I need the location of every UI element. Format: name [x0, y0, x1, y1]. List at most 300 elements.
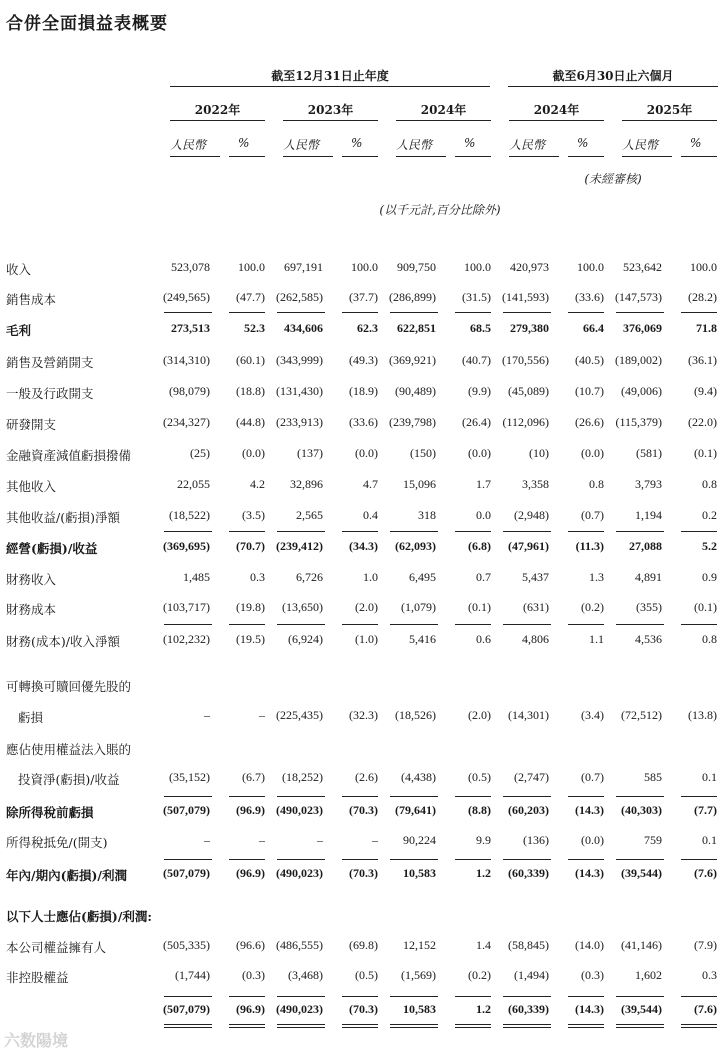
percent-cell: (49.3)	[349, 353, 378, 367]
percent-cell: (40.5)	[575, 353, 604, 367]
amount-cell: (79,641)	[395, 803, 436, 817]
percent-cell: 71.8	[696, 321, 717, 335]
percent-cell: (70.3)	[349, 866, 378, 880]
subtotal-rule	[568, 624, 604, 625]
amount-cell: (2,747)	[514, 770, 549, 784]
percent-cell: 1.4	[476, 938, 491, 952]
percent-cell: 0.3	[250, 570, 265, 584]
subtotal-rule	[164, 624, 212, 625]
percent-cell: 0.1	[702, 770, 717, 784]
percent-cell: (0.0)	[581, 833, 604, 847]
page-title: 合併全面損益表概要	[6, 14, 168, 34]
percent-cell: 0.3	[702, 968, 717, 982]
subtotal-rule	[681, 859, 717, 860]
sub-rule	[568, 156, 604, 157]
amount-cell: 32,896	[290, 477, 323, 491]
amount-cell: (39,544)	[621, 866, 662, 880]
percent-cell: 62.3	[357, 321, 378, 335]
amount-cell: (136)	[523, 833, 549, 847]
subtotal-rule	[229, 859, 265, 860]
subtotal-rule	[390, 1027, 438, 1028]
subtotal-rule	[342, 996, 378, 997]
percent-cell: (2.0)	[468, 708, 491, 722]
subtotal-rule	[455, 859, 491, 860]
amount-cell: 22,055	[177, 477, 210, 491]
percent-cell: (70.3)	[349, 803, 378, 817]
percent-cell: (0.1)	[694, 600, 717, 614]
percent-cell: 1.7	[476, 477, 491, 491]
subtotal-rule	[342, 859, 378, 860]
currency-header: 人民幣	[396, 138, 433, 152]
percent-cell: (7.9)	[694, 938, 717, 952]
percent-cell: (8.8)	[468, 803, 491, 817]
subtotal-rule	[616, 996, 664, 997]
amount-cell: (507,079)	[163, 1002, 210, 1016]
year-rule	[170, 120, 265, 121]
row-label: 財務收入	[6, 572, 57, 587]
amount-cell: (58,845)	[508, 938, 549, 952]
subtotal-rule	[455, 796, 491, 797]
percent-cell: 0.8	[589, 477, 604, 491]
amount-cell: 4,536	[635, 632, 662, 646]
percent-cell: (7.7)	[694, 803, 717, 817]
row-label: 其他收益/(虧損)淨額	[6, 510, 120, 525]
row-label: 銷售及營銷開支	[6, 355, 94, 370]
percent-cell: (9.4)	[694, 384, 717, 398]
amount-cell: (1,569)	[401, 968, 436, 982]
amount-cell: 6,495	[409, 570, 436, 584]
percent-cell: (2.0)	[355, 600, 378, 614]
amount-cell: 4,891	[635, 570, 662, 584]
row-label: 應佔使用權益法入賬的	[6, 742, 132, 757]
percent-cell: (69.8)	[349, 938, 378, 952]
amount-cell: (2,948)	[514, 508, 549, 522]
subtotal-rule	[616, 624, 664, 625]
year-rule	[622, 120, 717, 121]
subtotal-rule	[164, 996, 212, 997]
subtotal-rule	[342, 531, 378, 532]
percent-cell: 100.0	[577, 260, 604, 274]
subtotal-rule	[164, 859, 212, 860]
percent-cell: (31.5)	[462, 290, 491, 304]
subtotal-rule	[503, 624, 551, 625]
amount-cell: 3,793	[635, 477, 662, 491]
percent-cell: (0.5)	[468, 770, 491, 784]
amount-cell: 1,194	[635, 508, 662, 522]
percent-cell: 100.0	[690, 260, 717, 274]
subtotal-rule	[681, 996, 717, 997]
percent-cell: 66.4	[583, 321, 604, 335]
amount-cell: (60,339)	[508, 866, 549, 880]
amount-cell: (189,002)	[615, 353, 662, 367]
amount-cell: (137)	[297, 446, 323, 460]
percent-cell: 0.9	[702, 570, 717, 584]
amount-cell: (35,152)	[169, 770, 210, 784]
percent-cell: (13.8)	[688, 708, 717, 722]
subtotal-rule	[455, 1024, 491, 1025]
amount-cell: 622,851	[397, 321, 436, 335]
amount-cell: (60,339)	[508, 1002, 549, 1016]
percent-cell: (19.8)	[236, 600, 265, 614]
percent-cell: (37.7)	[349, 290, 378, 304]
subtotal-rule	[455, 312, 491, 313]
amount-cell: 4,806	[522, 632, 549, 646]
amount-cell: 5,416	[409, 632, 436, 646]
unaudited-note: (未經審核)	[584, 172, 642, 186]
percent-header: %	[351, 136, 363, 150]
amount-cell: (1,079)	[401, 600, 436, 614]
amount-cell: (631)	[523, 600, 549, 614]
percent-cell: (14.3)	[575, 803, 604, 817]
row-label: 一般及行政開支	[6, 386, 94, 401]
percent-header: %	[238, 136, 250, 150]
amount-cell: (490,023)	[276, 1002, 323, 1016]
unit-note: (以千元計,百分比除外)	[379, 203, 501, 217]
row-label: 財務(成本)/收入淨額	[6, 634, 120, 649]
subtotal-rule	[229, 1024, 265, 1025]
amount-cell: (1,744)	[175, 968, 210, 982]
subtotal-rule	[568, 996, 604, 997]
percent-cell: 0.0	[476, 508, 491, 522]
percent-cell: –	[259, 833, 265, 847]
group-annual-rule	[170, 86, 490, 87]
percent-header: %	[577, 136, 589, 150]
subtotal-rule	[277, 996, 325, 997]
amount-cell: (3,468)	[288, 968, 323, 982]
amount-cell: (49,006)	[621, 384, 662, 398]
subtotal-rule	[390, 531, 438, 532]
percent-cell: (0.0)	[242, 446, 265, 460]
subtotal-rule	[455, 531, 491, 532]
amount-cell: (507,079)	[163, 803, 210, 817]
subtotal-rule	[229, 996, 265, 997]
amount-cell: 273,513	[171, 321, 210, 335]
sub-rule	[342, 156, 378, 157]
subtotal-rule	[568, 531, 604, 532]
subtotal-rule	[164, 796, 212, 797]
subtotal-rule	[164, 1024, 212, 1025]
amount-cell: (41,146)	[621, 938, 662, 952]
subtotal-rule	[616, 859, 664, 860]
subtotal-rule	[229, 312, 265, 313]
subtotal-rule	[568, 859, 604, 860]
percent-cell: 100.0	[464, 260, 491, 274]
row-label: 其他收入	[6, 479, 57, 494]
amount-cell: 279,380	[510, 321, 549, 335]
subtotal-rule	[277, 796, 325, 797]
percent-header: %	[690, 136, 702, 150]
row-label: 非控股權益	[6, 970, 69, 985]
percent-cell: (22.0)	[688, 415, 717, 429]
percent-cell: (28.2)	[688, 290, 717, 304]
year-header-2024: 2024年	[420, 103, 467, 117]
percent-cell: (70.7)	[236, 539, 265, 553]
sub-rule	[396, 156, 446, 157]
subtotal-rule	[455, 996, 491, 997]
amount-cell: (150)	[410, 446, 436, 460]
row-label: 財務成本	[6, 602, 57, 617]
subtotal-rule	[503, 996, 551, 997]
percent-cell: (96.9)	[236, 1002, 265, 1016]
subtotal-rule	[390, 796, 438, 797]
amount-cell: 434,606	[284, 321, 323, 335]
percent-cell: 1.1	[589, 632, 604, 646]
subtotal-rule	[342, 1024, 378, 1025]
percent-cell: 100.0	[351, 260, 378, 274]
percent-cell: (60.1)	[236, 353, 265, 367]
amount-cell: 697,191	[284, 260, 323, 274]
percent-cell: 5.2	[702, 539, 717, 553]
subtotal-rule	[681, 796, 717, 797]
amount-cell: (47,961)	[508, 539, 549, 553]
amount-cell: (234,327)	[163, 415, 210, 429]
subtotal-rule	[342, 1027, 378, 1028]
sub-rule	[622, 156, 672, 157]
percent-cell: 1.2	[476, 1002, 491, 1016]
amount-cell: 585	[644, 770, 662, 784]
currency-header: 人民幣	[509, 138, 546, 152]
percent-cell: (6.7)	[242, 770, 265, 784]
percent-cell: 0.8	[702, 477, 717, 491]
amount-cell: (581)	[636, 446, 662, 460]
percent-cell: (0.0)	[355, 446, 378, 460]
percent-cell: (36.1)	[688, 353, 717, 367]
subtotal-rule	[568, 312, 604, 313]
percent-cell: 1.3	[589, 570, 604, 584]
amount-cell: (103,717)	[163, 600, 210, 614]
percent-cell: (19.5)	[236, 632, 265, 646]
amount-cell: (225,435)	[276, 708, 323, 722]
subtotal-rule	[455, 624, 491, 625]
percent-cell: (11.3)	[575, 539, 604, 553]
percent-cell: 52.3	[244, 321, 265, 335]
amount-cell: (39,544)	[621, 1002, 662, 1016]
sub-rule	[509, 156, 559, 157]
currency-header: 人民幣	[622, 138, 659, 152]
amount-cell: (369,921)	[389, 353, 436, 367]
amount-cell: 759	[644, 833, 662, 847]
amount-cell: (286,899)	[389, 290, 436, 304]
year-header-2023: 2023年	[307, 103, 354, 117]
subtotal-rule	[503, 796, 551, 797]
percent-cell: (0.7)	[581, 770, 604, 784]
amount-cell: (147,573)	[615, 290, 662, 304]
percent-cell: (0.5)	[355, 968, 378, 982]
amount-cell: 523,642	[623, 260, 662, 274]
percent-cell: (18.8)	[236, 384, 265, 398]
amount-cell: 10,583	[403, 1002, 436, 1016]
subtotal-rule	[277, 312, 325, 313]
amount-cell: (343,999)	[276, 353, 323, 367]
percent-cell: (0.2)	[468, 968, 491, 982]
subtotal-rule	[229, 531, 265, 532]
percent-cell: (14.3)	[575, 866, 604, 880]
row-label: 銷售成本	[6, 292, 57, 307]
amount-cell: (115,379)	[615, 415, 662, 429]
amount-cell: 27,088	[629, 539, 662, 553]
amount-cell: (369,695)	[163, 539, 210, 553]
amount-cell: (18,522)	[169, 508, 210, 522]
amount-cell: 10,583	[403, 866, 436, 880]
subtotal-rule	[390, 859, 438, 860]
percent-cell: (0.3)	[242, 968, 265, 982]
subtotal-rule	[164, 1027, 212, 1028]
amount-cell: (90,489)	[395, 384, 436, 398]
percent-cell: (33.6)	[575, 290, 604, 304]
amount-cell: 1,485	[183, 570, 210, 584]
amount-cell: –	[204, 708, 210, 722]
percent-cell: (96.6)	[236, 938, 265, 952]
percent-cell: (26.6)	[575, 415, 604, 429]
percent-cell: (0.2)	[581, 600, 604, 614]
amount-cell: 12,152	[403, 938, 436, 952]
subtotal-rule	[229, 796, 265, 797]
subtotal-rule	[277, 1027, 325, 1028]
subtotal-rule	[503, 1027, 551, 1028]
amount-cell: (507,079)	[163, 866, 210, 880]
amount-cell: 6,726	[296, 570, 323, 584]
subtotal-rule	[229, 1027, 265, 1028]
percent-cell: (0.0)	[468, 446, 491, 460]
row-label: 研發開支	[6, 417, 57, 432]
amount-cell: (4,438)	[401, 770, 436, 784]
amount-cell: (13,650)	[282, 600, 323, 614]
percent-cell: (14.0)	[575, 938, 604, 952]
year-header-2025-interim: 2025年	[646, 103, 693, 117]
percent-cell: 9.9	[476, 833, 491, 847]
amount-cell: (239,798)	[389, 415, 436, 429]
subtotal-rule	[277, 531, 325, 532]
subtotal-rule	[503, 312, 551, 313]
subtotal-rule	[503, 859, 551, 860]
amount-cell: (262,585)	[276, 290, 323, 304]
percent-cell: 0.6	[476, 632, 491, 646]
percent-cell: 0.7	[476, 570, 491, 584]
amount-cell: (72,512)	[621, 708, 662, 722]
sub-rule	[681, 156, 717, 157]
subtotal-rule	[164, 312, 212, 313]
sub-rule	[170, 156, 220, 157]
subtotal-rule	[568, 796, 604, 797]
percent-cell: 1.0	[363, 570, 378, 584]
subtotal-rule	[616, 1027, 664, 1028]
percent-cell: 4.7	[363, 477, 378, 491]
row-label: 投資淨(虧損)/收益	[18, 772, 120, 787]
amount-cell: (1,494)	[514, 968, 549, 982]
amount-cell: (486,555)	[276, 938, 323, 952]
amount-cell: (141,593)	[502, 290, 549, 304]
amount-cell: (62,093)	[395, 539, 436, 553]
subtotal-rule	[503, 531, 551, 532]
amount-cell: (18,526)	[395, 708, 436, 722]
subtotal-rule	[568, 1024, 604, 1025]
percent-cell: (96.9)	[236, 866, 265, 880]
subtotal-rule	[616, 796, 664, 797]
subtotal-rule	[616, 531, 664, 532]
amount-cell: (355)	[636, 600, 662, 614]
amount-cell: (170,556)	[502, 353, 549, 367]
percent-cell: (70.3)	[349, 1002, 378, 1016]
percent-cell: –	[259, 708, 265, 722]
percent-cell: (47.7)	[236, 290, 265, 304]
amount-cell: (239,412)	[276, 539, 323, 553]
subtotal-rule	[681, 531, 717, 532]
amount-cell: (45,089)	[508, 384, 549, 398]
amount-cell: 909,750	[397, 260, 436, 274]
row-label: 除所得稅前虧損	[6, 805, 94, 820]
percent-cell: (10.7)	[575, 384, 604, 398]
subtotal-rule	[455, 1027, 491, 1028]
subtotal-rule	[681, 312, 717, 313]
subtotal-rule	[342, 624, 378, 625]
subtotal-rule	[277, 624, 325, 625]
amount-cell: (131,430)	[276, 384, 323, 398]
amount-cell: (18,252)	[282, 770, 323, 784]
amount-cell: (60,203)	[508, 803, 549, 817]
percent-cell: (2.6)	[355, 770, 378, 784]
percent-cell: (0.1)	[694, 446, 717, 460]
percent-cell: (32.3)	[349, 708, 378, 722]
subtotal-rule	[342, 796, 378, 797]
row-label: 以下人士應佔(虧損)/利潤:	[6, 909, 153, 924]
year-rule	[509, 120, 604, 121]
percent-cell: (0.3)	[581, 968, 604, 982]
subtotal-rule	[342, 312, 378, 313]
subtotal-rule	[616, 1024, 664, 1025]
row-label: 可轉換可贖回優先股的	[6, 679, 132, 694]
row-label: 毛利	[6, 323, 32, 338]
percent-cell: (3.5)	[242, 508, 265, 522]
percent-cell: (9.9)	[468, 384, 491, 398]
subtotal-rule	[277, 1024, 325, 1025]
amount-cell: (102,232)	[163, 632, 210, 646]
subtotal-rule	[568, 1027, 604, 1028]
percent-cell: (0.7)	[581, 508, 604, 522]
subtotal-rule	[229, 624, 265, 625]
amount-cell: 90,224	[403, 833, 436, 847]
percent-cell: 0.1	[702, 833, 717, 847]
percent-cell: 0.8	[702, 632, 717, 646]
percent-cell: 0.4	[363, 508, 378, 522]
row-label: 金融資產減值虧損撥備	[6, 448, 132, 463]
row-label: 收入	[6, 262, 32, 277]
subtotal-rule	[390, 312, 438, 313]
sub-rule	[283, 156, 333, 157]
percent-cell: (3.4)	[581, 708, 604, 722]
percent-cell: (34.3)	[349, 539, 378, 553]
sub-rule	[455, 156, 491, 157]
percent-cell: 4.2	[250, 477, 265, 491]
currency-header: 人民幣	[170, 138, 207, 152]
sub-rule	[229, 156, 265, 157]
amount-cell: –	[317, 833, 323, 847]
amount-cell: (314,310)	[163, 353, 210, 367]
percent-cell: (7.6)	[694, 866, 717, 880]
amount-cell: 2,565	[296, 508, 323, 522]
subtotal-rule	[390, 1024, 438, 1025]
group-interim-rule	[508, 86, 718, 87]
percent-cell: (26.4)	[462, 415, 491, 429]
amount-cell: (112,096)	[502, 415, 549, 429]
amount-cell: (10)	[529, 446, 549, 460]
subtotal-rule	[390, 624, 438, 625]
percent-cell: (6.8)	[468, 539, 491, 553]
subtotal-rule	[681, 1027, 717, 1028]
percent-cell: (7.6)	[694, 1002, 717, 1016]
amount-cell: 523,078	[171, 260, 210, 274]
percent-cell: 0.2	[702, 508, 717, 522]
amount-cell: (249,565)	[163, 290, 210, 304]
